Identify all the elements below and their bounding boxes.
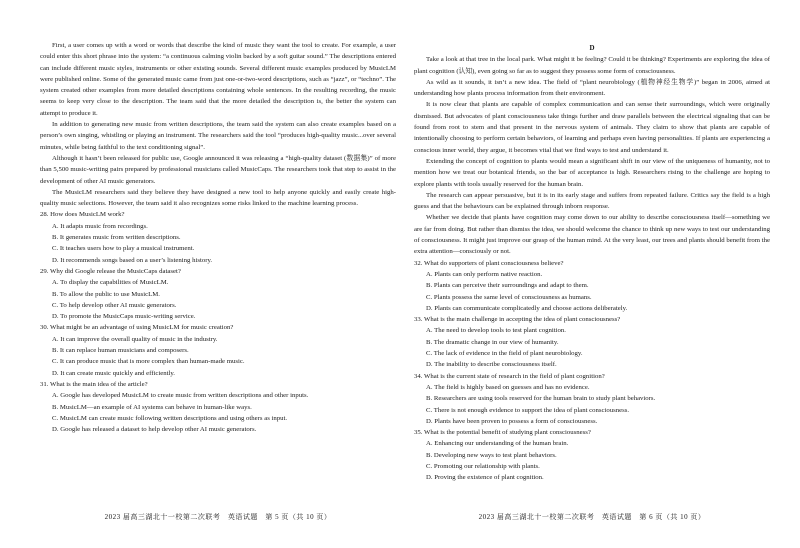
question-34-option-a: A. The field is highly based on guesses and has no evidence. (426, 383, 590, 391)
left-page-footer: 2023 届高三湖北十一校第二次联考 英语试题 第 5 页（共 10 页） (104, 513, 332, 521)
question-34-option-c: C. There is not enough evidence to support the idea of plant consciousness. (426, 406, 630, 414)
question-33-option-b: B. The dramatic change in our view of humanity. (426, 338, 559, 346)
question-34-option-b: B. Researchers are using tools reserved for the human brain to study plant behaviors. (426, 395, 656, 403)
right-page-footer: 2023 届高三湖北十一校第二次联考 英语试题 第 6 页（共 10 页） (478, 513, 706, 521)
question-30-option-a: A. It can improve the overall quality of music in the industry. (52, 335, 218, 343)
question-33-stem: 33. What is the main challenge in accepting the idea of plant consciousness? (414, 316, 621, 324)
question-29-option-c: C. To help develop other AI music generators. (52, 301, 177, 309)
question-33-option-d: D. The inability to describe consciousness itself. (426, 361, 557, 369)
left-passage-paragraph-1: First, a user comes up with a word or words that describe the kind of music they want the tool to create. For example, a user could enter this short phrase into the system: “a continuous calming violin backed by a soft guitar sound.” The descriptions entered can include different music styles, instruments or other existing sounds. Several different music examples produced by MusicLM were published online. Some of the generated music came from just one-or-two-word descriptions, such as “jazz”, or “techno”. The system created other examples from more detailed descriptions containing whole sentences. In the resulting recording, the music seems to keep very close to the description. The team said that the more detailed the description is, the better the system can attempt to produce it. (40, 42, 396, 117)
right-passage-paragraph-3: It is now clear that plants are capable of complex communication and can sense their surroundings, which were originally dismissed. But advocates of plant consciousness take things further and draw parallels between the electrical signaling that can be found from root to stem and that present in the nervous system of animals. They claim to show that plants are capable of intentionally choosing to perform certain behaviors, of learning and perhaps even having personalities. If plants are experiencing a conscious inner world, they argue, it becomes vital that we find ways to test and understand it. (414, 101, 770, 154)
right-passage-paragraph-6: Whether we decide that plants have cognition may come down to our ability to describe consciousness itself—something we are far from doing. But rather than dismiss the idea, we should welcome the chance to think up new ways to test our understanding of consciousness. It might just improve our grasp of the human mind. At the very least, our trees and plants should benefit from the extra attention—consciously or not. (414, 214, 770, 256)
question-34 (414, 371, 770, 427)
right-passage-paragraph-4: Extending the concept of cognition to plants would mean a significant shift in our view of the uniqueness of humanity, not to mention how we treat our botanical friends, so the bar of acceptance is high. Researchers rising to the challenge are hoping to explore plants with tools usually reserved for the human brain. (414, 157, 770, 188)
question-31 (40, 379, 396, 435)
question-28-option-c: C. It teaches users how to play a musical instrument. (52, 245, 195, 253)
question-30-stem: 30. What might be an advantage of using MusicLM for music creation? (40, 324, 234, 332)
left-passage-paragraph-3: Although it hasn’t been released for public use, Google announced it was releasing a “high-quality dataset (数据集)” of more than 5,500 music-writing pairs prepared by professional musicians called MusicCaps. The researchers took that step to assist in the development of other AI music generators. (40, 154, 396, 185)
question-31-option-d: D. Google has released a dataset to help develop other AI music generators. (52, 426, 257, 434)
question-33-option-a: A. The need to develop tools to test plant cognition. (426, 327, 566, 335)
right-passage-paragraph-1: Take a look at that tree in the local park. What might it be feeling? Could it be thinking? Experiments are exploring the idea of plant cognition (认知), even going so far as to suggest they possess some form of consciousness. (414, 56, 770, 75)
question-35-option-d: D. Proving the existence of plant cognition. (426, 474, 544, 482)
right-passage-paragraph-2: As wild as it sounds, it isn’t a new idea. The field of “plant neurobiology (植物神经生物学)” began in 2006, aimed at understanding how plants process information from their environment. (414, 78, 770, 98)
question-35-option-a: A. Enhancing our understanding of the human brain. (426, 440, 569, 448)
question-31-option-c: C. MusicLM can create music following written descriptions and using others as input. (52, 414, 288, 422)
question-35-stem: 35. What is the potential benefit of studying plant consciousness? (414, 429, 591, 437)
right-passage-paragraph-5: The research can appear persuasive, but it is in its early stage and suffers from repeated failure. Critics say the field is a high guess and that the behaviours can be explained through inborn response. (414, 191, 770, 211)
left-page-column (40, 40, 396, 435)
question-32-stem: 32. What do supporters of plant consciousness believe? (414, 259, 564, 267)
question-35-option-c: C. Promoting our relationship with plants. (426, 462, 540, 470)
question-29-stem: 29. Why did Google release the MusicCaps dataset? (40, 267, 181, 275)
question-32-option-a: A. Plants can only perform native reaction. (426, 270, 543, 278)
question-30-option-b: B. It can replace human musicians and composers. (52, 347, 189, 355)
question-34-option-d: D. Plants have been proven to possess a form of consciousness. (426, 417, 598, 425)
question-33-option-c: C. The lack of evidence in the field of plant neurobiology. (426, 350, 583, 358)
question-32-option-b: B. Plants can perceive their surroundings and adapt to them. (426, 282, 589, 290)
question-29-option-d: D. To promote the MusicCaps music-writing service. (52, 313, 196, 321)
question-28-option-a: A. It adapts music from recordings. (52, 222, 148, 230)
question-29-option-a: A. To display the capabilities of MusicLM. (52, 279, 169, 287)
question-29-option-b: B. To allow the public to use MusicLM. (52, 290, 160, 298)
question-32-option-c: C. Plants possess the same level of consciousness as humans. (426, 293, 592, 301)
question-31-option-a: A. Google has developed MusicLM to create music from written descriptions and other inputs. (52, 392, 309, 400)
question-35-option-b: B. Developing new ways to test plant behaviors. (426, 451, 557, 459)
question-34-stem: 34. What is the current state of research in the field of plant cognition? (414, 372, 605, 380)
question-28-stem: 28. How does MusicLM work? (40, 211, 125, 219)
question-31-option-b: B. MusicLM—an example of AI systems can behave in human-like ways. (52, 403, 252, 411)
passage-d-heading: D (589, 44, 595, 52)
question-30-option-c: C. It can produce music that is more complex than human-made music. (52, 358, 245, 366)
question-29 (40, 266, 396, 322)
right-page-column (414, 43, 770, 484)
question-30 (40, 322, 396, 378)
question-32 (414, 258, 770, 314)
question-28 (40, 209, 396, 265)
question-31-stem: 31. What is the main idea of the article? (40, 380, 148, 388)
question-33 (414, 314, 770, 370)
left-passage-paragraph-2: In addition to generating new music from written descriptions, the team said the system can also create examples based on a person’s own singing, whistling or playing an instrument. The researchers said the tool “produces high-quality music...over several minutes, while being faithful to the text conditioning signal”. (40, 121, 396, 151)
left-passage-paragraph-4: The MusicLM researchers said they believe they have designed a new tool to help anyone quickly and easily create high-quality music selections. However, the team said it also recognizes some risks linked to the machine learning process. (40, 188, 396, 208)
question-32-option-d: D. Plants can communicate complicatedly and choose actions deliberately. (426, 304, 628, 312)
question-28-option-d: D. It recommends songs based on a user’s listening history. (52, 256, 213, 264)
question-28-option-b: B. It generates music from written descriptions. (52, 234, 181, 242)
question-35 (414, 427, 770, 483)
question-30-option-d: D. It can create music quickly and efficiently. (52, 369, 175, 377)
